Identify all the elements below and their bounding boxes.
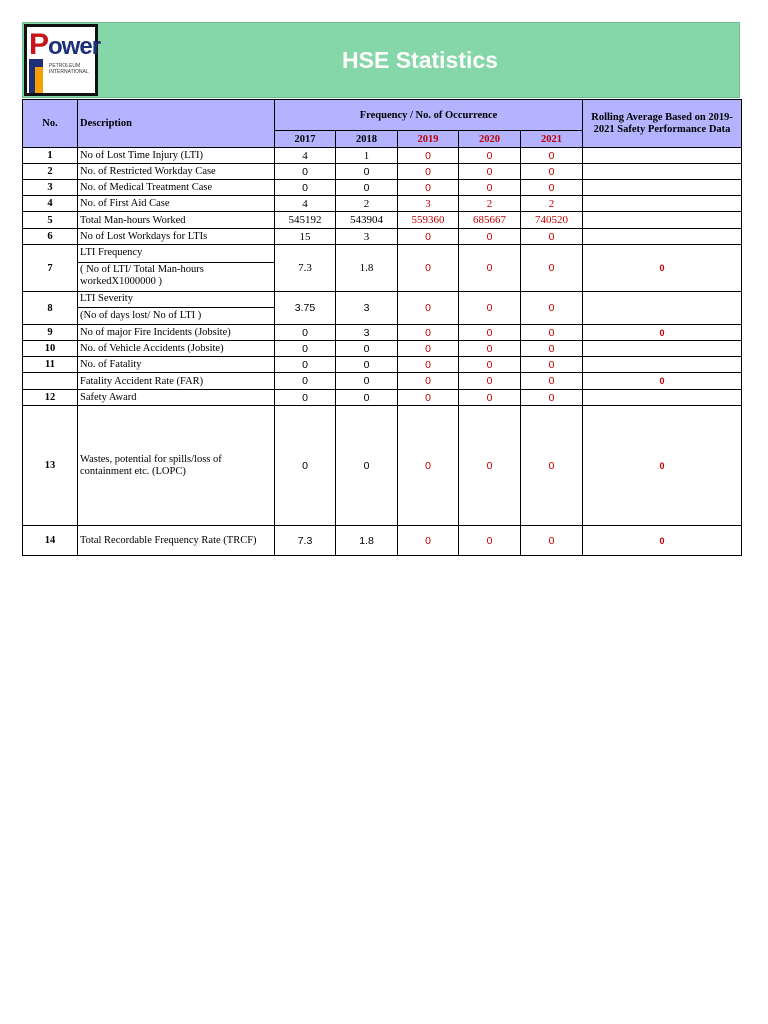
column-header-frequency: Frequency / No. of Occurrence [275, 100, 583, 131]
value-cell: 2 [336, 196, 398, 212]
year-header: 2020 [459, 131, 521, 148]
rolling-average-cell [583, 196, 742, 212]
value-cell: 0 [459, 325, 521, 341]
rolling-average-cell [583, 148, 742, 164]
value-cell: 0 [398, 390, 459, 406]
row-description: No of Lost Workdays for LTIs [78, 229, 275, 245]
table-row [23, 148, 742, 164]
row-number: 9 [23, 325, 78, 341]
logo-subtitle: PETROLEUM INTERNATIONAL [49, 63, 89, 75]
row-description [78, 245, 275, 292]
row-description: No. of First Aid Case [78, 196, 275, 212]
logo-word: Power [29, 28, 101, 61]
value-cell: 0 [459, 357, 521, 373]
table-row [23, 325, 742, 341]
value-cell: 3 [336, 325, 398, 341]
value-cell: 0 [521, 164, 583, 180]
year-header: 2017 [275, 131, 336, 148]
row-description: Total Man-hours Worked [78, 212, 275, 229]
row-description: No. of Vehicle Accidents (Jobsite) [78, 341, 275, 357]
table-row [23, 245, 742, 292]
row-description: No. of Medical Treatment Case [78, 180, 275, 196]
row-description: No of major Fire Incidents (Jobsite) [78, 325, 275, 341]
value-cell: 0 [459, 148, 521, 164]
table-row [23, 229, 742, 245]
table-row [23, 406, 742, 526]
value-cell: 0 [275, 373, 336, 390]
year-header: 2021 [521, 131, 583, 148]
year-header: 2019 [398, 131, 459, 148]
value-cell: 0 [336, 373, 398, 390]
value-cell: 3 [336, 292, 398, 325]
rolling-average-cell [583, 164, 742, 180]
table-row [23, 292, 742, 325]
row-description: No of Lost Time Injury (LTI) [78, 148, 275, 164]
value-cell: 545192 [275, 212, 336, 229]
rolling-average-cell: 0 [583, 526, 742, 556]
row-number: 1 [23, 148, 78, 164]
value-cell: 3 [336, 229, 398, 245]
row-number: 4 [23, 196, 78, 212]
page-title: HSE Statistics [342, 47, 498, 73]
company-logo [24, 24, 101, 96]
table-row [23, 373, 742, 390]
value-cell: 1.8 [336, 245, 398, 292]
row-description: Total Recordable Frequency Rate (TRCF) [78, 526, 275, 556]
value-cell: 0 [459, 406, 521, 526]
value-cell: 0 [521, 180, 583, 196]
value-cell: 0 [459, 180, 521, 196]
value-cell: 0 [398, 292, 459, 325]
value-cell: 559360 [398, 212, 459, 229]
column-header-no: No. [23, 100, 78, 148]
row-number: 10 [23, 341, 78, 357]
value-cell: 0 [336, 164, 398, 180]
value-cell: 0 [398, 148, 459, 164]
row-description-formula: (No of days lost/ No of LTI ) [80, 310, 202, 321]
table-row [23, 357, 742, 373]
rolling-average-cell: 0 [583, 406, 742, 526]
value-cell: 0 [275, 325, 336, 341]
value-cell: 0 [459, 373, 521, 390]
rolling-average-cell: 0 [583, 245, 742, 292]
table-row [23, 180, 742, 196]
value-cell: 4 [275, 196, 336, 212]
row-number: 11 [23, 357, 78, 373]
hse-statistics-table [22, 99, 742, 556]
row-description: Wastes, potential for spills/loss of containment etc. (LOPC) [78, 406, 275, 526]
value-cell: 0 [398, 526, 459, 556]
table-row [23, 164, 742, 180]
value-cell: 0 [336, 406, 398, 526]
value-cell: 0 [275, 390, 336, 406]
rolling-average-cell [583, 357, 742, 373]
value-cell: 4 [275, 148, 336, 164]
row-number [23, 373, 78, 390]
value-cell: 0 [521, 325, 583, 341]
value-cell: 0 [521, 406, 583, 526]
row-description-formula: ( No of LTI/ Total Man-hours workedX1000000 ) [80, 264, 204, 287]
row-number: 5 [23, 212, 78, 229]
value-cell: 0 [398, 341, 459, 357]
value-cell: 0 [336, 357, 398, 373]
year-header: 2018 [336, 131, 398, 148]
value-cell: 0 [459, 164, 521, 180]
value-cell: 0 [398, 245, 459, 292]
table-row [23, 390, 742, 406]
value-cell: 3.75 [275, 292, 336, 325]
table-row [23, 212, 742, 229]
value-cell: 7.3 [275, 245, 336, 292]
row-number: 13 [23, 406, 78, 526]
value-cell: 0 [521, 357, 583, 373]
row-number: 14 [23, 526, 78, 556]
value-cell: 0 [459, 292, 521, 325]
value-cell: 0 [521, 373, 583, 390]
value-cell: 0 [336, 180, 398, 196]
rolling-average-cell [583, 390, 742, 406]
row-description: No. of Restricted Workday Case [78, 164, 275, 180]
rolling-average-cell [583, 292, 742, 325]
value-cell: 0 [398, 229, 459, 245]
value-cell: 0 [275, 357, 336, 373]
value-cell: 0 [275, 164, 336, 180]
table-row [23, 526, 742, 556]
rolling-average-cell: 0 [583, 373, 742, 390]
value-cell: 0 [398, 180, 459, 196]
value-cell: 3 [398, 196, 459, 212]
row-description: Fatality Accident Rate (FAR) [78, 373, 275, 390]
value-cell: 0 [459, 526, 521, 556]
table-row [23, 196, 742, 212]
value-cell: 0 [336, 341, 398, 357]
table-row [23, 341, 742, 357]
value-cell: 0 [336, 390, 398, 406]
value-cell: 0 [275, 341, 336, 357]
row-description [78, 292, 275, 325]
row-description-title: LTI Severity [78, 292, 274, 308]
value-cell: 0 [521, 148, 583, 164]
row-description: No. of Fatality [78, 357, 275, 373]
row-number: 6 [23, 229, 78, 245]
value-cell: 0 [521, 245, 583, 292]
value-cell: 0 [398, 357, 459, 373]
rolling-average-cell [583, 341, 742, 357]
value-cell: 0 [459, 390, 521, 406]
value-cell: 1 [336, 148, 398, 164]
value-cell: 0 [398, 164, 459, 180]
value-cell: 2 [459, 196, 521, 212]
value-cell: 15 [275, 229, 336, 245]
value-cell: 2 [521, 196, 583, 212]
row-number: 8 [23, 292, 78, 325]
rolling-average-cell [583, 212, 742, 229]
value-cell: 0 [459, 245, 521, 292]
value-cell: 740520 [521, 212, 583, 229]
value-cell: 1.8 [336, 526, 398, 556]
value-cell: 685667 [459, 212, 521, 229]
row-description: Safety Award [78, 390, 275, 406]
row-description-title: LTI Frequency [78, 245, 274, 263]
column-header-description: Description [78, 100, 275, 148]
value-cell: 543904 [336, 212, 398, 229]
value-cell: 0 [521, 526, 583, 556]
value-cell: 0 [275, 406, 336, 526]
rolling-average-cell [583, 180, 742, 196]
value-cell: 0 [521, 229, 583, 245]
value-cell: 7.3 [275, 526, 336, 556]
row-number: 3 [23, 180, 78, 196]
value-cell: 0 [398, 406, 459, 526]
column-header-rolling-average: Rolling Average Based on 2019-2021 Safety Performance Data [583, 100, 742, 148]
value-cell: 0 [521, 390, 583, 406]
row-number: 2 [23, 164, 78, 180]
value-cell: 0 [459, 229, 521, 245]
rolling-average-cell [583, 229, 742, 245]
rolling-average-cell: 0 [583, 325, 742, 341]
row-number: 12 [23, 390, 78, 406]
value-cell: 0 [398, 373, 459, 390]
value-cell: 0 [459, 341, 521, 357]
value-cell: 0 [275, 180, 336, 196]
value-cell: 0 [398, 325, 459, 341]
value-cell: 0 [521, 292, 583, 325]
logo-bar-orange [35, 67, 43, 93]
row-number: 7 [23, 245, 78, 292]
value-cell: 0 [521, 341, 583, 357]
